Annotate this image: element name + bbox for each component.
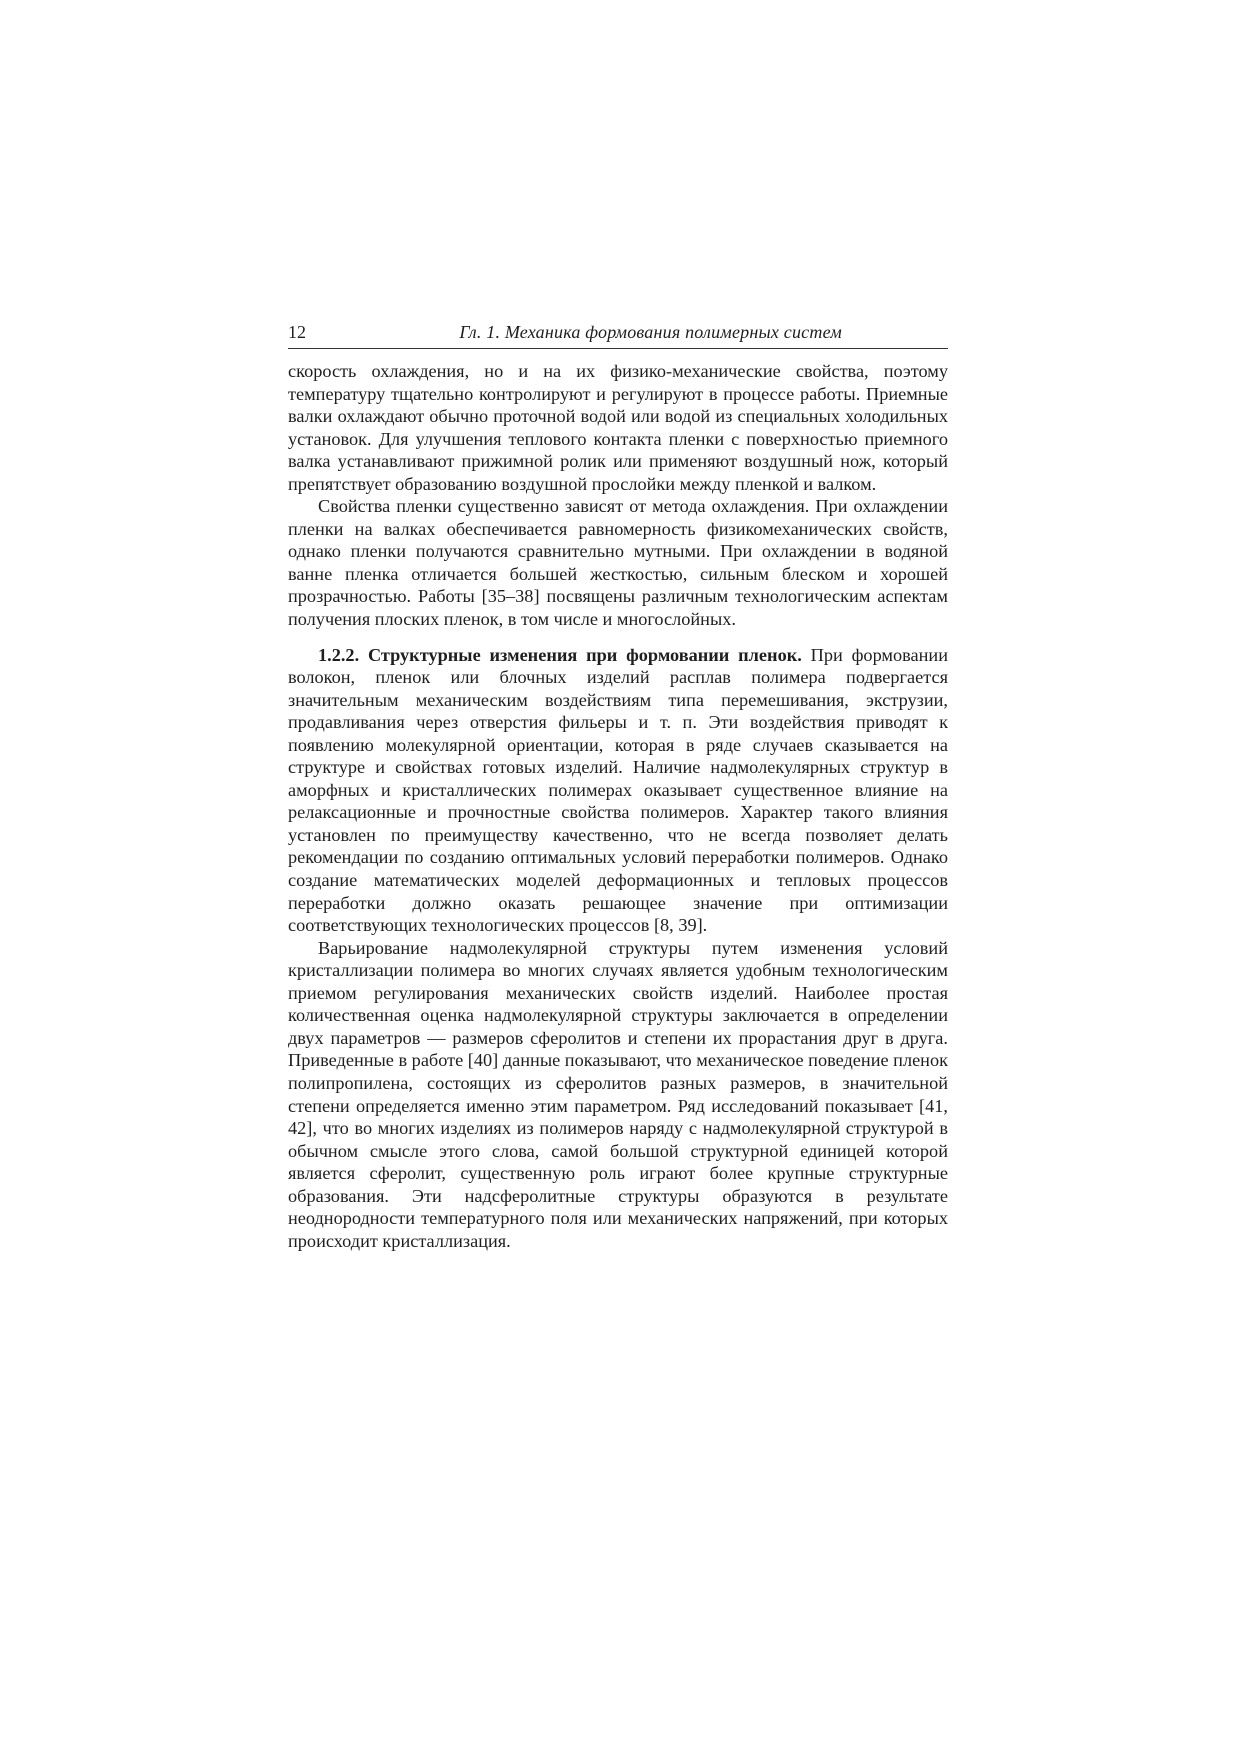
paragraph-2: Свойства пленки существенно зависят от метода охлаждения. При охлаждении пленки на валках обеспечивается равномерность физикомеханических свойств, однако пленки получаются сравнительно мутными. При охлаждении в водяной ванне пленка отличается большей жесткостью, сильным блеском и хорошей прозрачностью. Работы [35–38] посвящены различным технологическим аспектам получения плоских пленок, в том числе и многослойных. <box>288 496 948 630</box>
paragraph-1: скорость охлаждения, но и на их физико-механические свойства, поэтому температуру тщательно контролируют и регулируют в процессе работы. Приемные валки охлаждают обычно проточной водой или водой из специальных холодильных установок. Для улучшения теплового контакта пленки с поверхностью приемного валка устанавливают прижимной ролик или применяют воздушный нож, который препятствует образованию воздушной прослойки между пленкой и валком. <box>288 361 948 494</box>
book-page <box>288 318 948 1252</box>
paragraph-3 <box>288 644 948 937</box>
section-heading: 1.2.2. Структурные изменения при формовании пленок. <box>318 644 802 665</box>
body-text <box>288 360 948 1252</box>
chapter-title: Гл. 1. Механика формования полимерных систем <box>459 322 842 342</box>
paragraph-4: Варьирование надмолекулярной структуры путем изменения условий кристаллизации полимера во многих случаях является удобным технологическим приемом регулирования механических свойств изделий. Наиболее простая количественная оценка надмолекулярной структуры заключается в определении двух параметров — размеров сферолитов и степени их прорастания друг в друга. Приведенные в работе [40] данные показывают, что механическое поведение пленок полипропилена, состоящих из сферолитов разных размеров, в значительной степени определяется именно этим параметром. Ряд исследований показывает [41, 42], что во многих изделиях из полимеров наряду с надмолекулярной структурой в обычном смысле этого слова, самой большой структурной единицей которой является сферолит, существенную роль играют более крупные структурные образования. Эти надсферолитные структуры образуются в результате неоднородности температурного поля или механических напряжений, при которых происходит кристаллизация. <box>288 937 948 1251</box>
paragraph-3-body: При формовании волокон, пленок или блочных изделий расплав полимера подвергается значительным механическим воздействиям типа перемешивания, экструзии, продавливания через отверстия фильеры и т. п. Эти воздействия приводят к появлению молекулярной ориентации, которая в ряде случаев сказывается на структуре и свойствах готовых изделий. Наличие надмолекулярных структур в аморфных и кристаллических полимерах оказывает существенное влияние на релаксационные и прочностные свойства полимеров. Характер такого влияния установлен по преимуществу качественно, что не всегда позволяет делать рекомендации по созданию оптимальных условий переработки полимеров. Однако создание математических моделей деформационных и тепловых процессов переработки должно оказать решающее значение при оптимизации соответствующих технологических процессов [8, 39]. <box>288 644 948 936</box>
page-number: 12 <box>288 322 306 342</box>
running-header <box>288 318 948 349</box>
